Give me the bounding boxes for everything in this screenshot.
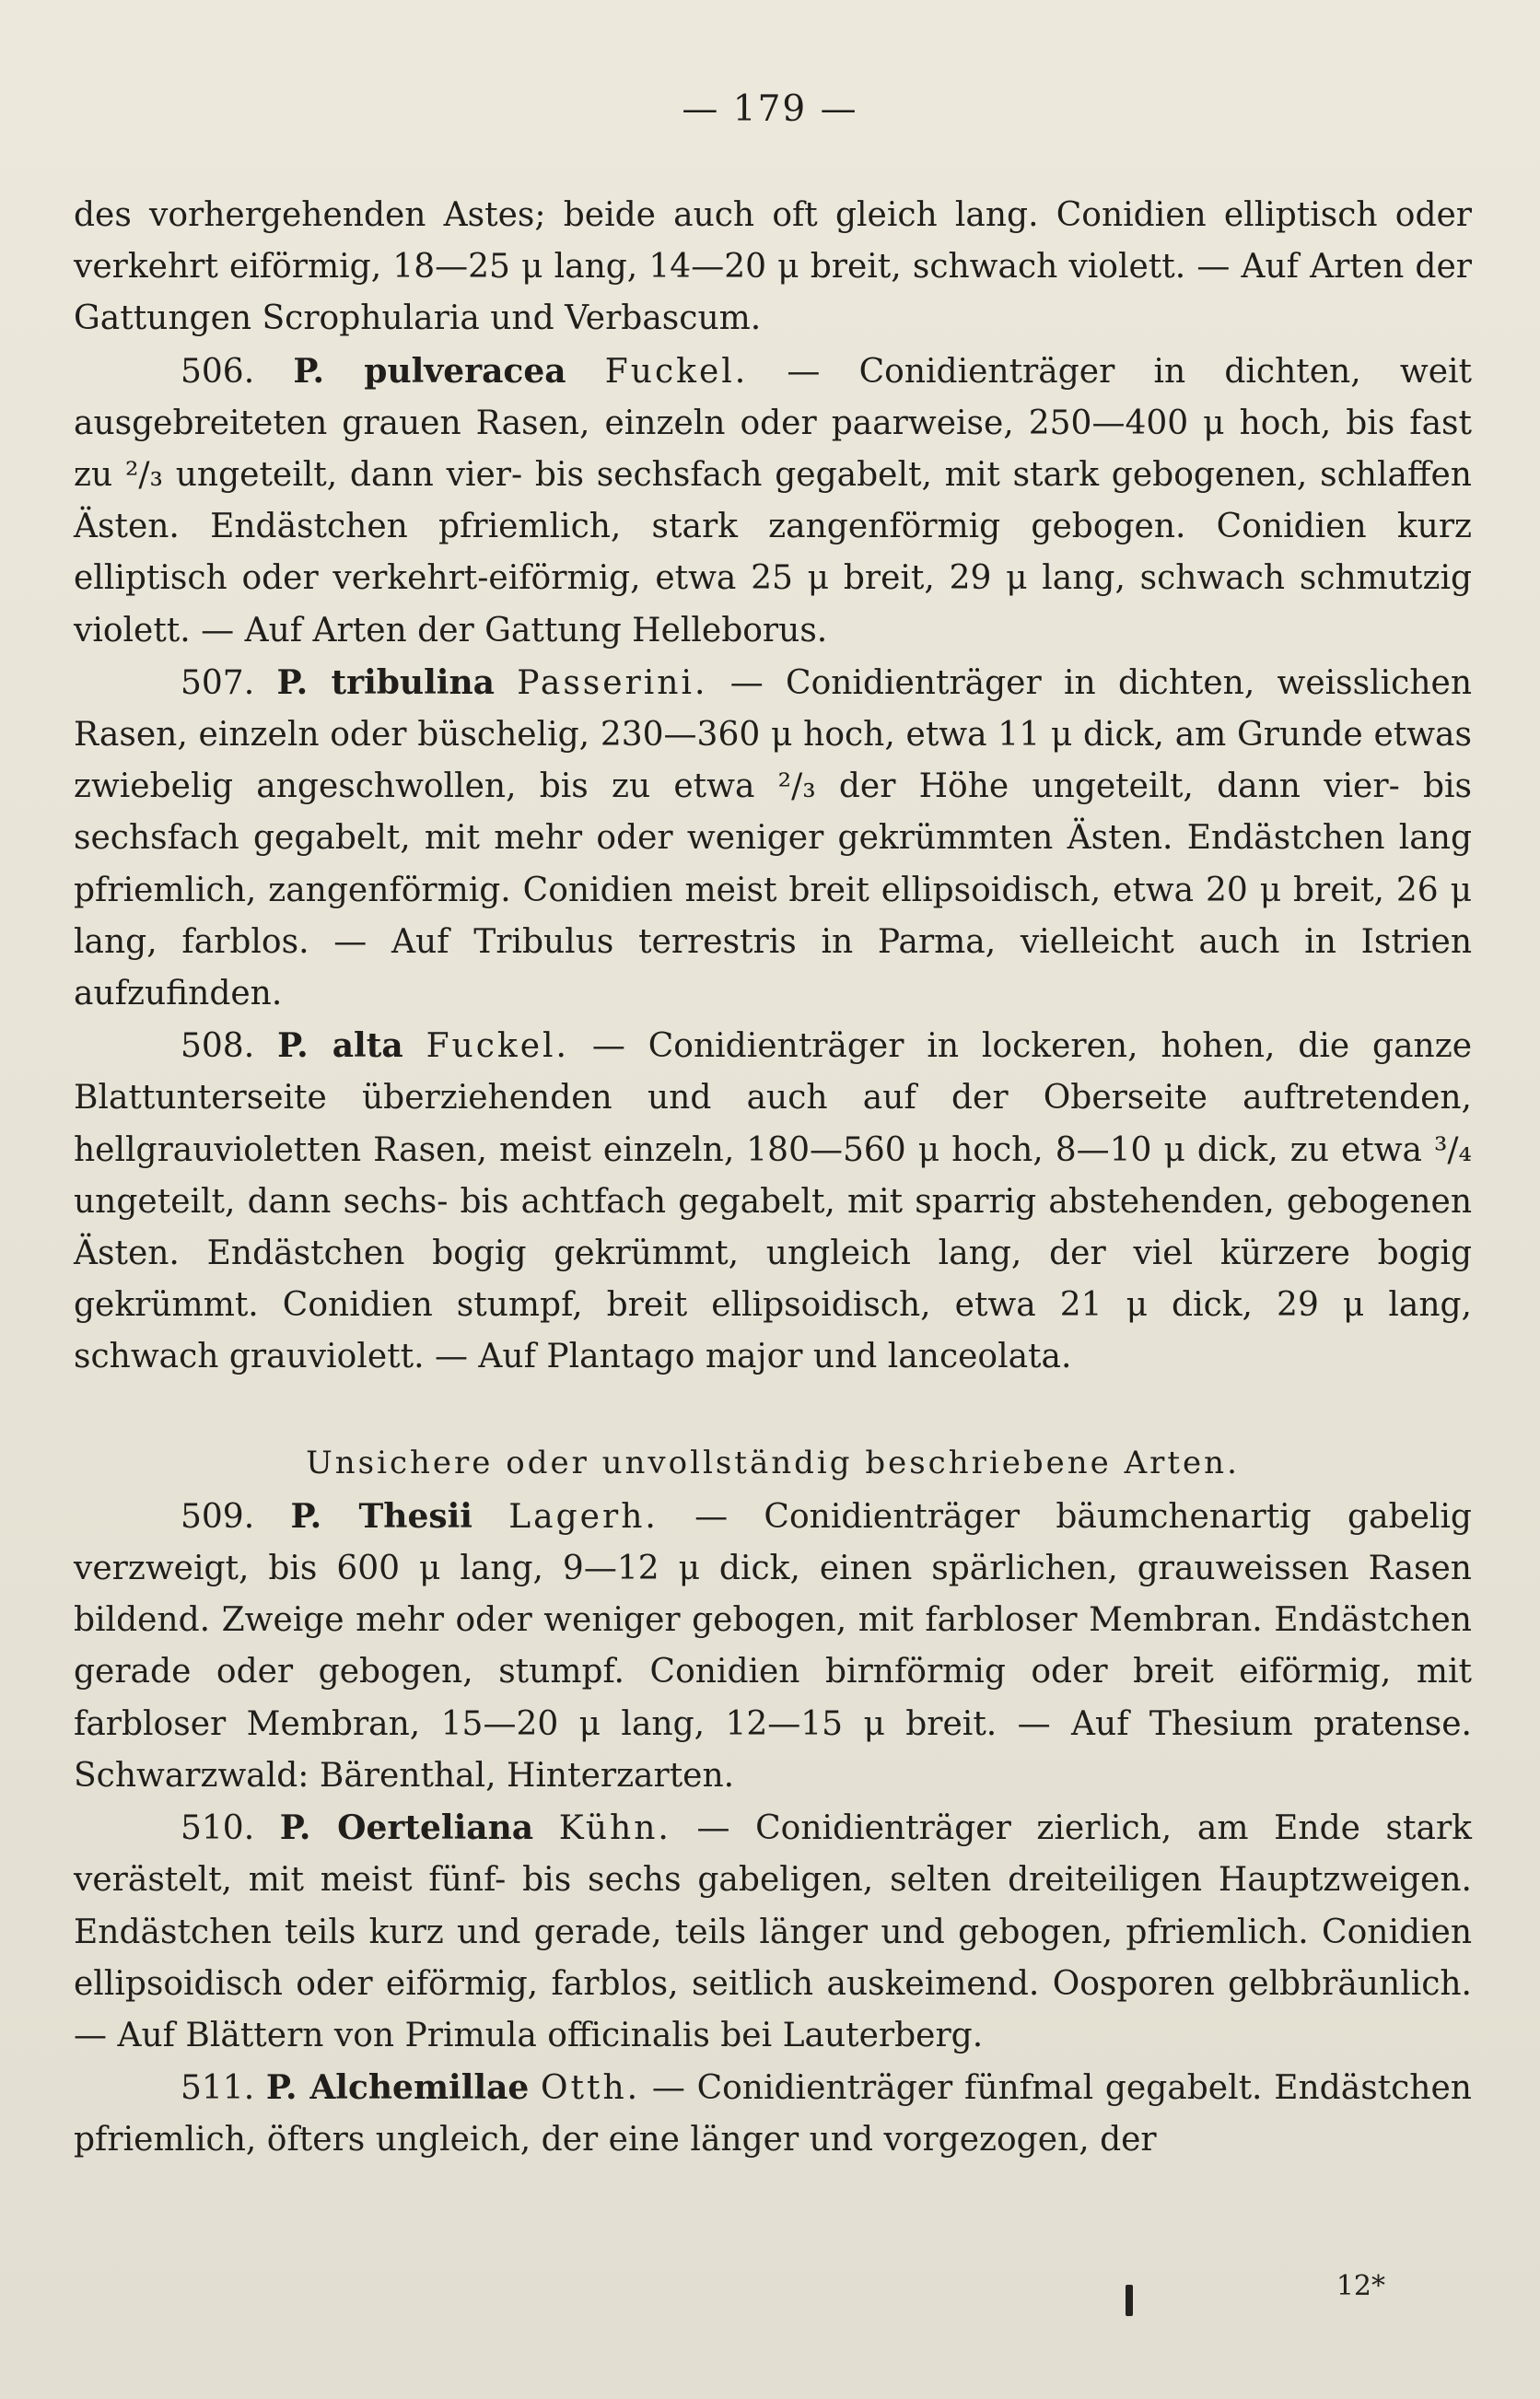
section-heading: Unsichere oder unvollständig beschriebene Arten. — [306, 1444, 1240, 1481]
species-name: P. alta — [277, 1026, 403, 1066]
ink-mark — [1126, 2285, 1133, 2316]
species-name: P. Alchemillae — [265, 2068, 530, 2108]
author-name: Lagerh. — [508, 1497, 659, 1536]
page-number: — 179 — — [682, 88, 858, 130]
entry-number: 510. — [181, 1809, 255, 1848]
species-name: P. Oerteliana — [279, 1808, 534, 1848]
species-entry-510 — [74, 1802, 1472, 2062]
entry-description: — Conidienträger fünfmal gegabelt. Endästchen pfriemlich, öfters ungleich, der eine länger und vorgezogen, der — [74, 2069, 1472, 2159]
species-entry-507 — [74, 657, 1472, 1020]
continuation-text: des vorhergehenden Astes; beide auch oft gleich lang. Conidien elliptisch oder verkehrt eiförmig, 18—25 μ lang, 14—20 μ breit, schwach violett. — Auf Arten der Gattungen Scrophularia und Verbascum. — [74, 196, 1472, 338]
species-entry-509 — [74, 1491, 1472, 1802]
author-name: Kühn. — [558, 1809, 671, 1848]
entry-number: 509. — [181, 1497, 255, 1536]
species-entry-511 — [74, 2062, 1472, 2166]
entry-description: — Conidienträger in dichten, weisslichen Rasen, einzeln oder büschelig, 230—360 μ hoch, etwa 11 μ dick, am Grunde etwas zwiebelig angeschwollen, bis zu etwa ²/₃ der Höhe ungeteilt, dann vier- bis sechsfach gegabelt, mit mehr oder weniger gekrümmten Ästen. Endästchen lang pfriemlich, zangenförmig. Conidien meist breit ellipsoidisch, etwa 20 μ breit, 26 μ lang, farblos. — Auf Tribulus terrestris in Parma, vielleicht auch in Istrien aufzufinden. — [74, 663, 1472, 1013]
author-name: Fuckel. — [604, 352, 749, 391]
species-name: P. Thesii — [290, 1496, 472, 1536]
author-name: Otth. — [541, 2069, 641, 2108]
species-entry-506 — [74, 345, 1472, 657]
entry-number: 511. — [181, 2069, 255, 2108]
author-name: Passerini. — [517, 663, 708, 702]
entry-description: — Conidienträger zierlich, am Ende stark verästelt, mit meist fünf- bis sechs gabeligen, selten dreiteiligen Hauptzweigen. Endästchen teils kurz und gerade, teils länger und gebogen, pfriemlich. Conidien ellipsoidisch oder eiförmig, farblos, seitlich auskeimend. Oosporen gelbbräunlich. — Auf Blättern von Primula officinalis bei Lauterberg. — [74, 1809, 1472, 2054]
species-name: P. tribulina — [276, 662, 495, 702]
entry-number: 507. — [181, 663, 255, 702]
species-name: P. pulveracea — [293, 351, 566, 391]
entry-number: 508. — [181, 1027, 255, 1066]
author-name: Fuckel. — [426, 1027, 569, 1066]
entry-number: 506. — [181, 352, 255, 391]
entry-description: — Conidienträger in dichten, weit ausgebreiteten grauen Rasen, einzeln oder paarweise, 250—400 μ hoch, bis fast zu ²/₃ ungeteilt, dann vier- bis sechsfach gegabelt, mit stark gebogenen, schlaffen Ästen. Endästchen pfriemlich, stark zangenförmig gebogen. Conidien kurz elliptisch oder verkehrt-eiförmig, etwa 25 μ breit, 29 μ lang, schwach schmutzig violett. — Auf Arten der Gattung Helleborus. — [74, 352, 1472, 649]
page-signature: 12* — [1336, 2270, 1385, 2302]
continuation-paragraph — [74, 190, 1472, 345]
species-entry-508 — [74, 1020, 1472, 1383]
entry-description: — Conidienträger in lockeren, hohen, die ganze Blattunterseite überziehenden und auch auf der Oberseite auftretenden, hellgrauvioletten Rasen, meist einzeln, 180—560 μ hoch, 8—10 μ dick, zu etwa ³/₄ ungeteilt, dann sechs- bis achtfach gegabelt, mit sparrig abstehenden, gebogenen Ästen. Endästchen bogig gekrümmt, ungleich lang, der viel kürzere bogig gekrümmt. Conidien stumpf, breit ellipsoidisch, etwa 21 μ dick, 29 μ lang, schwach grauviolett. — Auf Plantago major und lanceolata. — [74, 1027, 1473, 1376]
main-text — [74, 190, 1472, 2167]
entry-description: — Conidienträger bäumchenartig gabelig verzweigt, bis 600 μ lang, 9—12 μ dick, einen spärlichen, grauweissen Rasen bildend. Zweige mehr oder weniger gebogen, mit farbloser Membran. Endästchen gerade oder gebogen, stumpf. Conidien birnförmig oder breit eiförmig, mit farbloser Membran, 15—20 μ lang, 12—15 μ breit. — Auf Thesium pratense. Schwarzwald: Bärenthal, Hinterzarten. — [74, 1497, 1472, 1795]
